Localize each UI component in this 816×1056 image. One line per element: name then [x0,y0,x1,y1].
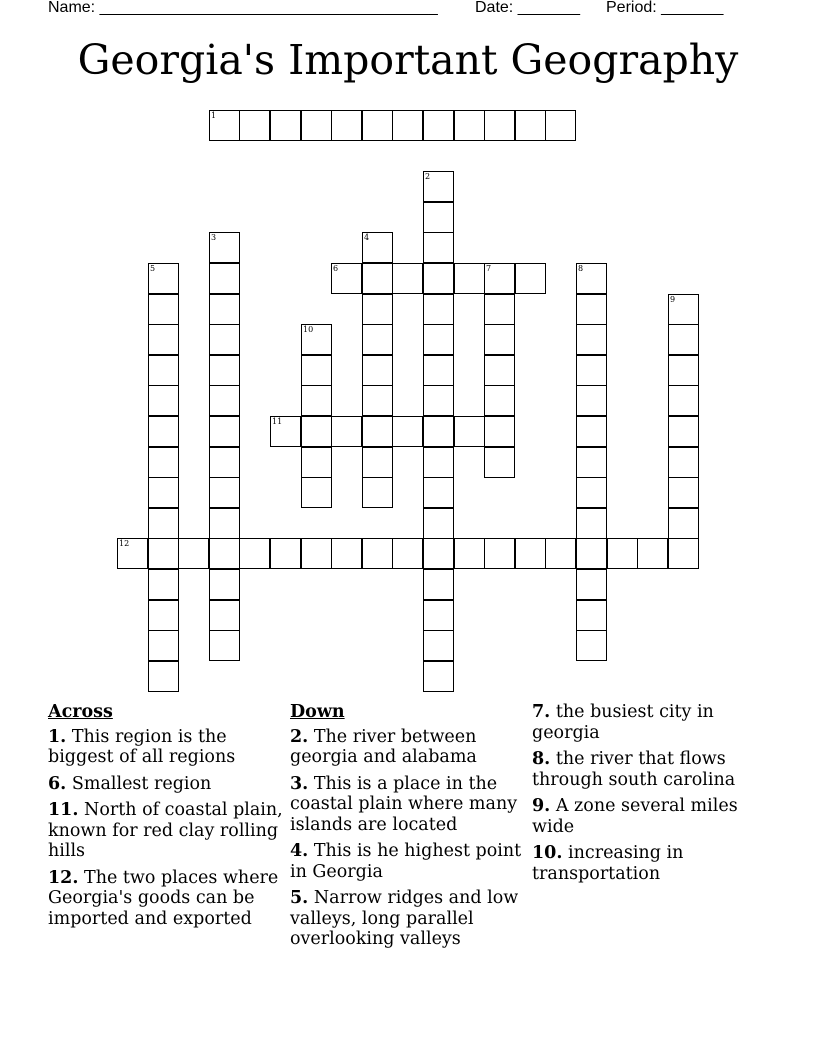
crossword-cell[interactable] [423,171,454,202]
crossword-cell[interactable] [576,263,607,294]
cell-number: 2 [425,172,431,181]
cell-number: 3 [211,233,217,242]
crossword-cell[interactable] [362,477,393,508]
crossword-cell[interactable] [545,538,576,569]
crossword-cell[interactable] [576,630,607,661]
clue-number: 7. [532,702,551,722]
crossword-cell[interactable] [576,324,607,355]
crossword-cell[interactable] [576,538,607,569]
crossword-cell[interactable] [423,355,454,386]
crossword-cell[interactable] [117,538,148,569]
crossword-cell[interactable] [423,385,454,416]
crossword-cell[interactable] [454,416,485,447]
crossword-cell[interactable] [301,355,332,386]
crossword-cell[interactable] [637,538,668,569]
crossword-cell[interactable] [148,661,179,692]
crossword-cell[interactable] [362,538,393,569]
clue-down-10 [532,843,772,884]
crossword-cell[interactable] [148,416,179,447]
clue-text: the river that flows through south carolina [532,749,736,790]
crossword-cell[interactable] [239,110,270,141]
crossword-cell[interactable] [668,294,699,325]
crossword-cell[interactable] [423,263,454,294]
crossword-cell[interactable] [148,600,179,631]
crossword-cell[interactable] [301,324,332,355]
crossword-cell[interactable] [209,630,240,661]
crossword-cell[interactable] [209,385,240,416]
clue-down-4 [290,841,526,882]
clue-text: This is he highest point in Georgia [290,841,522,882]
clue-text: the busiest city in georgia [532,702,714,743]
clue-number: 1. [48,726,67,747]
crossword-cell[interactable] [148,385,179,416]
clue-across-12 [48,868,284,930]
crossword-cell[interactable] [454,263,485,294]
clue-number: 9. [532,796,551,816]
crossword-cell[interactable] [576,600,607,631]
crossword-cell[interactable] [484,416,515,447]
clue-number: 4. [290,841,309,861]
crossword-cell[interactable] [607,538,638,569]
crossword-cell[interactable] [423,538,454,569]
crossword-cell[interactable] [148,263,179,294]
clue-number: 11. [48,800,79,820]
crossword-cell[interactable] [270,416,301,447]
cell-number: 1 [211,111,217,120]
down-heading: Down [290,702,345,722]
crossword-cell[interactable] [576,385,607,416]
crossword-cell[interactable] [209,508,240,539]
cell-number: 7 [486,264,492,273]
crossword-cell[interactable] [576,508,607,539]
crossword-cell[interactable] [576,569,607,600]
crossword-cell[interactable] [484,294,515,325]
clue-across-1 [48,727,284,768]
crossword-cell[interactable] [423,110,454,141]
crossword-cell[interactable] [423,630,454,661]
crossword-cell[interactable] [239,538,270,569]
across-clues [48,702,284,935]
crossword-cell[interactable] [668,385,699,416]
crossword-cell[interactable] [668,447,699,478]
crossword-cell[interactable] [668,538,699,569]
crossword-cell[interactable] [484,355,515,386]
crossword-cell[interactable] [148,294,179,325]
crossword-cell[interactable] [331,110,362,141]
crossword-cell[interactable] [454,538,485,569]
crossword-cell[interactable] [392,263,423,294]
crossword-cell[interactable] [545,110,576,141]
crossword-cell[interactable] [331,538,362,569]
crossword-cell[interactable] [331,416,362,447]
clue-text: North of coastal plain, known for red clay rolling hills [48,800,283,861]
crossword-cell[interactable] [209,355,240,386]
cell-number: 10 [303,325,314,334]
cell-number: 11 [272,417,283,426]
crossword-cell[interactable] [423,416,454,447]
crossword-cell[interactable] [301,110,332,141]
crossword-cell[interactable] [515,538,546,569]
crossword-cell[interactable] [362,324,393,355]
crossword-cell[interactable] [484,263,515,294]
clue-down-2 [290,727,526,768]
crossword-cell[interactable] [576,294,607,325]
crossword-cell[interactable] [362,355,393,386]
crossword-cell[interactable] [209,110,240,141]
crossword-cell[interactable] [209,416,240,447]
crossword-cell[interactable] [301,477,332,508]
crossword-cell[interactable] [270,538,301,569]
crossword-cell[interactable] [209,232,240,263]
crossword-cell[interactable] [454,110,485,141]
down-clues [290,702,526,956]
crossword-cell[interactable] [484,110,515,141]
clue-text: increasing in transportation [532,843,684,884]
clue-number: 6. [48,773,67,794]
crossword-cell[interactable] [362,447,393,478]
crossword-cell[interactable] [576,447,607,478]
clue-across-11 [48,800,284,862]
crossword-cell[interactable] [362,294,393,325]
crossword-cell[interactable] [209,600,240,631]
cell-number: 8 [578,264,584,273]
crossword-cell[interactable] [209,294,240,325]
crossword-cell[interactable] [209,263,240,294]
clue-number: 2. [290,726,309,747]
crossword-cell[interactable] [362,416,393,447]
crossword-cell[interactable] [423,232,454,263]
clue-text: A zone several miles wide [532,796,738,837]
crossword-cell[interactable] [148,324,179,355]
clue-text: Narrow ridges and low valleys, long parallel overlooking valleys [290,888,519,949]
name-field-label: Name: ______________________________________ [48,0,438,16]
crossword-cell[interactable] [484,538,515,569]
crossword-cell[interactable] [423,324,454,355]
crossword-cell[interactable] [423,447,454,478]
cell-number: 6 [333,264,339,273]
crossword-cell[interactable] [576,477,607,508]
crossword-cell[interactable] [484,324,515,355]
crossword-cell[interactable] [362,385,393,416]
cell-number: 4 [364,233,370,242]
crossword-cell[interactable] [148,477,179,508]
crossword-cell[interactable] [178,538,209,569]
crossword-cell[interactable] [484,447,515,478]
crossword-cell[interactable] [423,569,454,600]
puzzle-title: Georgia's Important Geography [77,36,739,84]
crossword-cell[interactable] [668,477,699,508]
clue-number: 8. [532,749,551,769]
crossword-cell[interactable] [331,263,362,294]
crossword-cell[interactable] [209,324,240,355]
clue-text: The two places where Georgia's goods can be imported and exported [48,867,279,929]
clue-text: Smallest region [71,773,212,794]
crossword-cell[interactable] [423,508,454,539]
crossword-cell[interactable] [392,538,423,569]
crossword-cell[interactable] [423,202,454,233]
clue-across-6 [48,774,284,795]
crossword-cell[interactable] [668,416,699,447]
cell-number: 12 [119,539,130,548]
crossword-cell[interactable] [148,569,179,600]
clue-down-8 [532,749,772,790]
crossword-cell[interactable] [209,538,240,569]
crossword-cell[interactable] [148,508,179,539]
crossword-cell[interactable] [301,416,332,447]
cell-number: 9 [670,295,676,304]
crossword-cell[interactable] [301,538,332,569]
crossword-cell[interactable] [484,385,515,416]
down-clues-continued [532,702,772,890]
crossword-cell[interactable] [362,232,393,263]
clue-down-3 [290,774,526,836]
crossword-cell[interactable] [515,110,546,141]
crossword-cell[interactable] [423,600,454,631]
crossword-cell[interactable] [362,110,393,141]
clue-text: The river between georgia and alabama [290,726,477,767]
clue-number: 12. [48,867,79,888]
period-field-label: Period: _______ [606,0,724,16]
clue-down-7 [532,702,772,743]
crossword-cell[interactable] [392,416,423,447]
across-heading: Across [48,702,113,722]
crossword-cell[interactable] [668,324,699,355]
clue-down-9 [532,796,772,837]
crossword-cell[interactable] [576,355,607,386]
crossword-cell[interactable] [148,630,179,661]
crossword-cell[interactable] [576,416,607,447]
crossword-cell[interactable] [392,110,423,141]
clue-down-5 [290,888,526,950]
crossword-cell[interactable] [423,294,454,325]
crossword-cell[interactable] [148,355,179,386]
crossword-cell[interactable] [209,477,240,508]
crossword-cell[interactable] [423,477,454,508]
crossword-cell[interactable] [301,385,332,416]
crossword-cell[interactable] [515,263,546,294]
cell-number: 5 [150,264,156,273]
crossword-cell[interactable] [362,263,393,294]
crossword-cell[interactable] [148,447,179,478]
clue-text: This is a place in the coastal plain where many islands are located [290,773,518,835]
crossword-cell[interactable] [668,355,699,386]
clue-text: This region is the biggest of all regions [48,726,236,767]
crossword-cell[interactable] [423,661,454,692]
crossword-cell[interactable] [270,110,301,141]
crossword-cell[interactable] [148,538,179,569]
crossword-cell[interactable] [209,447,240,478]
clue-number: 5. [290,888,309,908]
clue-number: 3. [290,773,309,794]
crossword-cell[interactable] [668,508,699,539]
crossword-cell[interactable] [209,569,240,600]
date-field-label: Date: _______ [475,0,580,16]
clue-number: 10. [532,843,563,863]
crossword-cell[interactable] [301,447,332,478]
